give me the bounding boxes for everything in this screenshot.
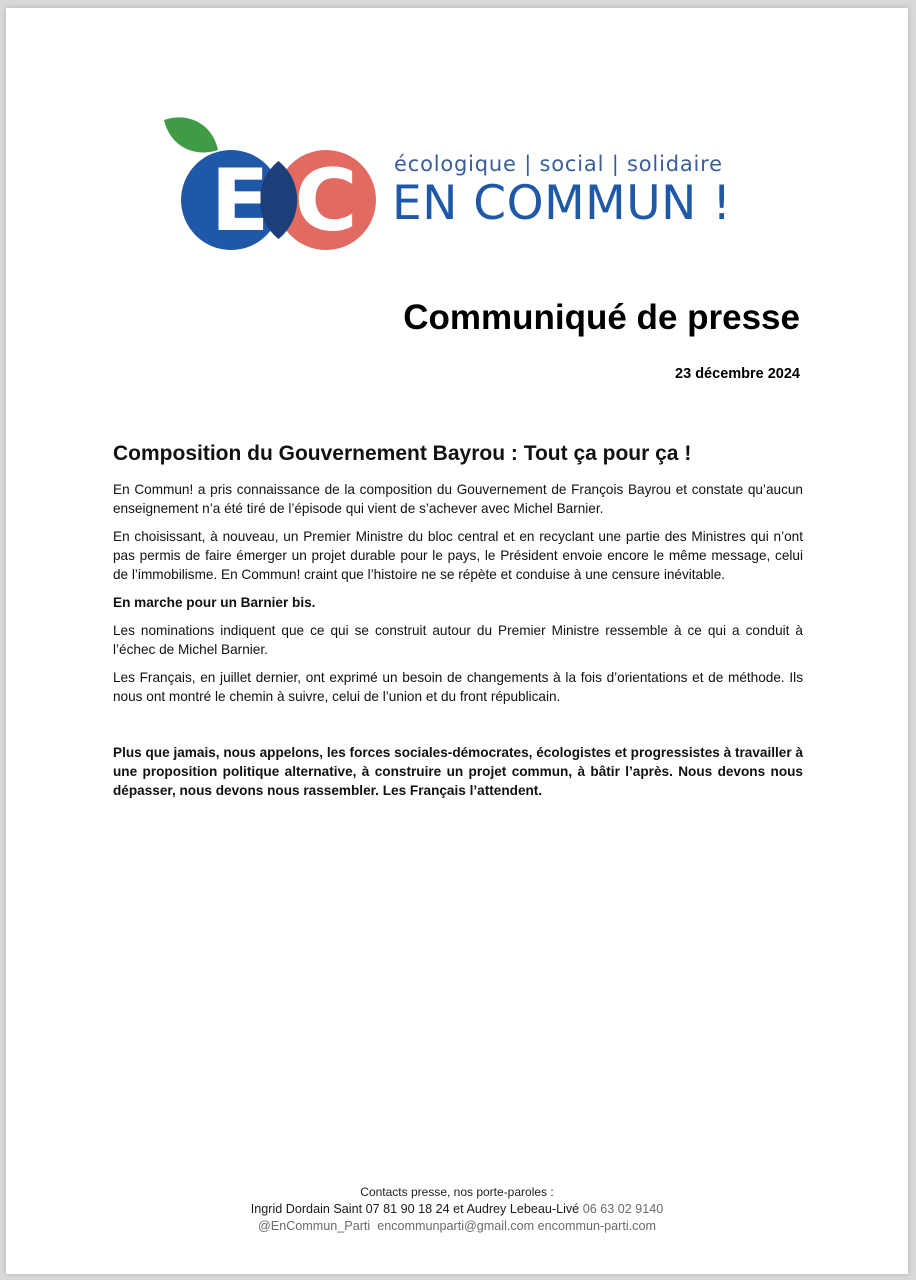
paragraph-4: Les Français, en juillet dernier, ont exprimé un besoin de changements à la fois d’orientations et de méthode. Ils nous ont montré le chemin à suivre, celui de l’union et du front républicain. — [113, 670, 803, 704]
closing-paragraph: Plus que jamais, nous appelons, les forces sociales-démocrates, écologistes et progressistes à travailler à une proposition politique alternative, à construire un projet commun, à bâtir l’après. Nous devons nous dépasser, nous devons nous rassembler. Les Français l’attendent. — [113, 745, 803, 798]
contact-1-phone: 07 81 90 18 24 — [365, 1202, 450, 1216]
logo-brand-name: EN COMMUN ! — [392, 176, 732, 231]
document-date: 23 décembre 2024 — [675, 366, 800, 382]
contact-2-name: Audrey Lebeau-Livé — [466, 1202, 580, 1216]
ec-logo-mark-icon — [156, 108, 386, 268]
document-body — [113, 442, 803, 809]
paragraph-3: Les nominations indiquent que ce qui se construit autour du Premier Ministre ressemble à ce qui a conduit à l’échec de Michel Barnier. — [113, 623, 803, 657]
logo-letter-c: C — [294, 151, 358, 251]
paragraph-1: En Commun! a pris connaissance de la composition du Gouvernement de François Bayrou et constate qu’aucun enseignement n’a été tiré de l’épisode qui vient de s’achever avec Michel Barnier. — [113, 482, 803, 516]
en-commun-logo — [156, 108, 796, 268]
paragraph-2: En choisissant, à nouveau, un Premier Ministre du bloc central et en recyclant une partie des Ministres qui n’ont pas permis de faire émerger un projet durable pour le pays, le Président envoie encore le même message, celui de l’immobilisme. En Commun! craint que l’histoire ne se répète et conduise à une censure inévitable. — [113, 529, 803, 582]
press-contacts-footer — [6, 1184, 908, 1235]
contact-2-phone: 06 63 02 9140 — [582, 1202, 664, 1216]
social-line — [6, 1218, 908, 1235]
contact-1-name: Ingrid Dordain Saint — [250, 1202, 363, 1216]
logo-tagline: écologique | social | solidaire — [394, 152, 723, 176]
website-link[interactable]: encommun-parti.com — [537, 1219, 656, 1233]
logo-letter-e: E — [210, 151, 270, 251]
section-subheading: En marche pour un Barnier bis. — [113, 595, 316, 610]
contact-email[interactable]: encommunparti@gmail.com — [377, 1219, 535, 1233]
press-release-page — [6, 8, 908, 1274]
contacts-label: Contacts presse, nos porte-paroles : — [360, 1185, 554, 1199]
twitter-handle[interactable]: @EnCommun_Parti — [258, 1219, 371, 1233]
spacer — [113, 715, 803, 743]
contacts-line — [6, 1201, 908, 1218]
document-headline: Composition du Gouvernement Bayrou : Tout ça pour ça ! — [113, 442, 692, 465]
green-leaf-icon — [164, 117, 218, 152]
contact-connector: et — [453, 1202, 464, 1216]
document-title: Communiqué de presse — [403, 298, 800, 337]
